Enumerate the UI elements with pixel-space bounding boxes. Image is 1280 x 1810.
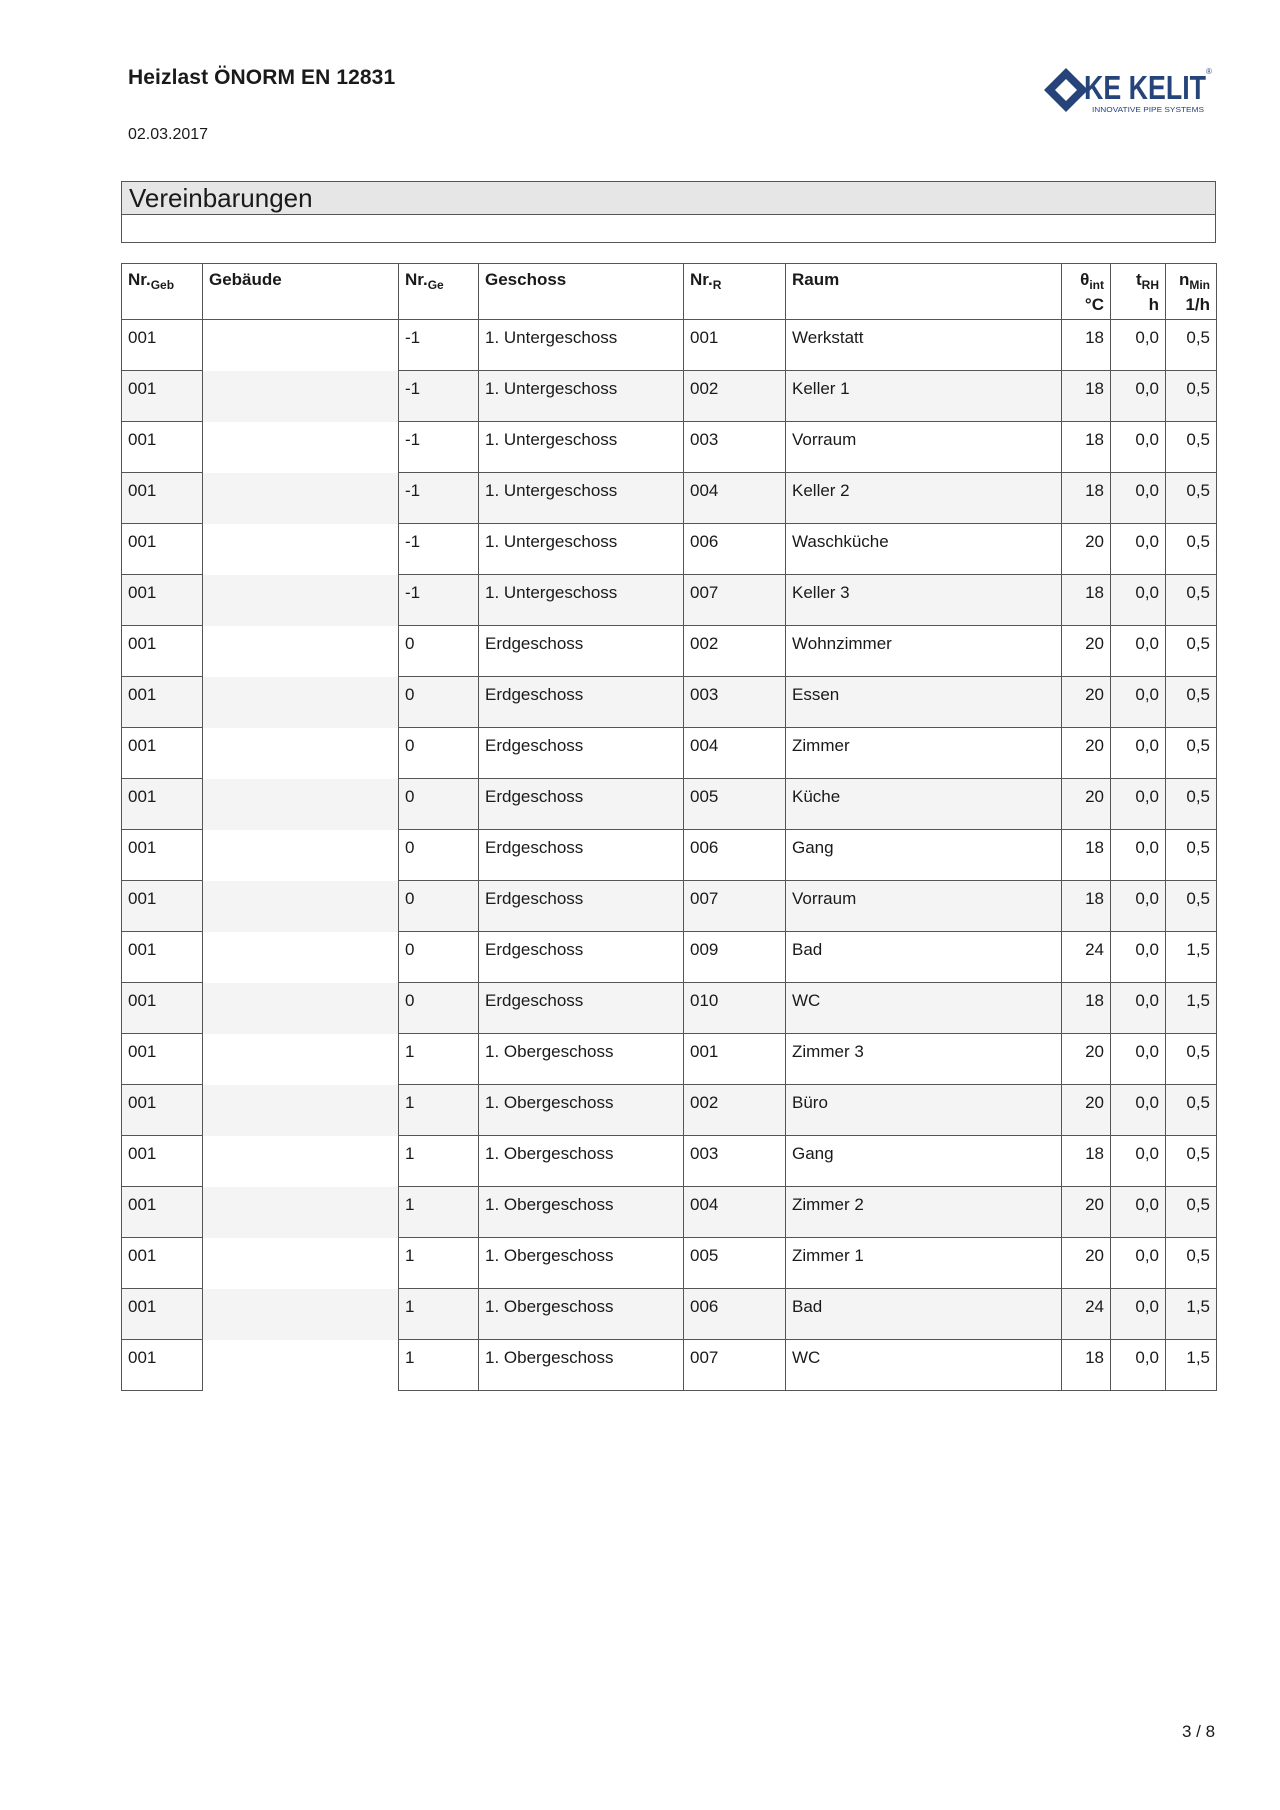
cell-nr-raum: 004 — [684, 728, 786, 779]
cell-n-min: 0,5 — [1166, 626, 1217, 677]
cell-gebaeude — [203, 524, 399, 575]
cell-nr-raum: 007 — [684, 1340, 786, 1391]
cell-nr-geb: 001 — [122, 881, 203, 932]
cell-nr-geb: 001 — [122, 626, 203, 677]
cell-t-rh: 0,0 — [1111, 1289, 1166, 1340]
cell-theta-int: 20 — [1062, 677, 1111, 728]
cell-geschoss: 1. Untergeschoss — [479, 371, 684, 422]
cell-n-min: 0,5 — [1166, 371, 1217, 422]
table-row — [122, 626, 1217, 677]
cell-nr-raum: 002 — [684, 1085, 786, 1136]
cell-theta-int: 20 — [1062, 1034, 1111, 1085]
cell-nr-ge: 1 — [399, 1034, 479, 1085]
cell-gebaeude — [203, 1085, 399, 1136]
cell-nr-geb: 001 — [122, 1289, 203, 1340]
cell-nr-ge: -1 — [399, 422, 479, 473]
cell-t-rh: 0,0 — [1111, 728, 1166, 779]
cell-t-rh: 0,0 — [1111, 524, 1166, 575]
cell-n-min: 0,5 — [1166, 422, 1217, 473]
cell-geschoss: Erdgeschoss — [479, 779, 684, 830]
cell-raum: Zimmer — [786, 728, 1062, 779]
cell-gebaeude — [203, 1238, 399, 1289]
cell-n-min: 0,5 — [1166, 575, 1217, 626]
cell-geschoss: Erdgeschoss — [479, 932, 684, 983]
cell-raum: Keller 3 — [786, 575, 1062, 626]
cell-nr-geb: 001 — [122, 524, 203, 575]
cell-geschoss: 1. Untergeschoss — [479, 524, 684, 575]
cell-raum: WC — [786, 1340, 1062, 1391]
cell-raum: Wohnzimmer — [786, 626, 1062, 677]
cell-n-min: 1,5 — [1166, 1340, 1217, 1391]
cell-nr-raum: 003 — [684, 677, 786, 728]
page-number: 3 / 8 — [1182, 1722, 1216, 1741]
cell-nr-ge: -1 — [399, 371, 479, 422]
cell-nr-raum: 006 — [684, 1289, 786, 1340]
cell-geschoss: Erdgeschoss — [479, 983, 684, 1034]
cell-geschoss: Erdgeschoss — [479, 728, 684, 779]
table-row — [122, 1289, 1217, 1340]
cell-theta-int: 20 — [1062, 626, 1111, 677]
cell-nr-ge: 0 — [399, 728, 479, 779]
cell-raum: WC — [786, 983, 1062, 1034]
cell-nr-raum: 001 — [684, 1034, 786, 1085]
col-header-theta-int: $\theta_{int}$ °C — [1062, 264, 1111, 320]
cell-raum: Küche — [786, 779, 1062, 830]
table-row — [122, 473, 1217, 524]
cell-nr-raum: 007 — [684, 575, 786, 626]
cell-nr-raum: 002 — [684, 626, 786, 677]
cell-nr-ge: 1 — [399, 1340, 479, 1391]
cell-geschoss: 1. Obergeschoss — [479, 1034, 684, 1085]
cell-nr-geb: 001 — [122, 1187, 203, 1238]
cell-geschoss: 1. Untergeschoss — [479, 320, 684, 371]
cell-gebaeude — [203, 371, 399, 422]
cell-geschoss: 1. Obergeschoss — [479, 1085, 684, 1136]
table-row — [122, 1238, 1217, 1289]
cell-n-min: 0,5 — [1166, 779, 1217, 830]
cell-n-min: 0,5 — [1166, 677, 1217, 728]
cell-raum: Bad — [786, 1289, 1062, 1340]
cell-theta-int: 18 — [1062, 575, 1111, 626]
col-header-n-min: $n_{Min}$ 1/h — [1166, 264, 1217, 320]
cell-geschoss: 1. Obergeschoss — [479, 1340, 684, 1391]
cell-raum: Essen — [786, 677, 1062, 728]
cell-nr-ge: 0 — [399, 881, 479, 932]
cell-raum: Zimmer 3 — [786, 1034, 1062, 1085]
cell-nr-geb: 001 — [122, 1034, 203, 1085]
cell-gebaeude — [203, 320, 399, 371]
cell-nr-geb: 001 — [122, 728, 203, 779]
cell-nr-raum: 001 — [684, 320, 786, 371]
cell-nr-raum: 005 — [684, 779, 786, 830]
cell-raum: Gang — [786, 1136, 1062, 1187]
cell-gebaeude — [203, 779, 399, 830]
cell-nr-geb: 001 — [122, 779, 203, 830]
cell-raum: Werkstatt — [786, 320, 1062, 371]
cell-gebaeude — [203, 932, 399, 983]
cell-raum: Vorraum — [786, 422, 1062, 473]
cell-t-rh: 0,0 — [1111, 1187, 1166, 1238]
cell-geschoss: 1. Obergeschoss — [479, 1187, 684, 1238]
cell-n-min: 0,5 — [1166, 1085, 1217, 1136]
cell-n-min: 1,5 — [1166, 932, 1217, 983]
cell-theta-int: 18 — [1062, 1340, 1111, 1391]
cell-raum: Waschküche — [786, 524, 1062, 575]
cell-raum: Vorraum — [786, 881, 1062, 932]
cell-gebaeude — [203, 1187, 399, 1238]
col-header-nr-geb: $Nr._{Geb}$ — [122, 264, 203, 320]
cell-gebaeude — [203, 626, 399, 677]
cell-gebaeude — [203, 422, 399, 473]
cell-n-min: 0,5 — [1166, 1238, 1217, 1289]
cell-nr-geb: 001 — [122, 320, 203, 371]
cell-nr-ge: 0 — [399, 830, 479, 881]
cell-theta-int: 18 — [1062, 830, 1111, 881]
cell-raum: Zimmer 1 — [786, 1238, 1062, 1289]
cell-t-rh: 0,0 — [1111, 320, 1166, 371]
cell-theta-int: 18 — [1062, 371, 1111, 422]
cell-theta-int: 18 — [1062, 422, 1111, 473]
cell-nr-ge: -1 — [399, 320, 479, 371]
cell-raum: Keller 2 — [786, 473, 1062, 524]
table-row — [122, 1340, 1217, 1391]
cell-theta-int: 18 — [1062, 473, 1111, 524]
cell-raum: Keller 1 — [786, 371, 1062, 422]
cell-nr-ge: -1 — [399, 524, 479, 575]
kekelit-logo-graphic — [1040, 62, 1215, 118]
cell-gebaeude — [203, 1289, 399, 1340]
cell-n-min: 0,5 — [1166, 524, 1217, 575]
cell-raum: Gang — [786, 830, 1062, 881]
cell-theta-int: 20 — [1062, 1238, 1111, 1289]
cell-nr-geb: 001 — [122, 932, 203, 983]
cell-geschoss: 1. Untergeschoss — [479, 575, 684, 626]
cell-nr-geb: 001 — [122, 1085, 203, 1136]
col-header-nr-r: $Nr._R$ — [684, 264, 786, 320]
table-row — [122, 728, 1217, 779]
registered-mark: ® — [1206, 67, 1212, 76]
cell-nr-ge: 1 — [399, 1136, 479, 1187]
table-row — [122, 1085, 1217, 1136]
table-row — [122, 779, 1217, 830]
cell-geschoss: Erdgeschoss — [479, 677, 684, 728]
cell-nr-raum: 003 — [684, 422, 786, 473]
cell-n-min: 0,5 — [1166, 830, 1217, 881]
cell-nr-raum: 004 — [684, 1187, 786, 1238]
cell-t-rh: 0,0 — [1111, 1136, 1166, 1187]
table-header-row — [122, 264, 1217, 320]
cell-nr-geb: 001 — [122, 983, 203, 1034]
cell-nr-ge: -1 — [399, 473, 479, 524]
cell-nr-geb: 001 — [122, 1238, 203, 1289]
cell-nr-ge: 0 — [399, 626, 479, 677]
cell-theta-int: 18 — [1062, 881, 1111, 932]
cell-t-rh: 0,0 — [1111, 1085, 1166, 1136]
cell-geschoss: 1. Obergeschoss — [479, 1136, 684, 1187]
cell-n-min: 1,5 — [1166, 1289, 1217, 1340]
section-title: Vereinbarungen — [122, 182, 1215, 215]
cell-nr-ge: 0 — [399, 677, 479, 728]
table-row — [122, 881, 1217, 932]
cell-t-rh: 0,0 — [1111, 422, 1166, 473]
cell-nr-raum: 006 — [684, 830, 786, 881]
rooms-table — [121, 263, 1217, 1391]
cell-theta-int: 20 — [1062, 524, 1111, 575]
cell-n-min: 0,5 — [1166, 1034, 1217, 1085]
cell-raum: Büro — [786, 1085, 1062, 1136]
cell-nr-geb: 001 — [122, 371, 203, 422]
col-header-nr-ge: $Nr._{Ge}$ — [399, 264, 479, 320]
cell-n-min: 0,5 — [1166, 473, 1217, 524]
cell-gebaeude — [203, 728, 399, 779]
cell-theta-int: 20 — [1062, 779, 1111, 830]
cell-nr-ge: 1 — [399, 1289, 479, 1340]
kekelit-logo — [1040, 62, 1215, 118]
table-row — [122, 1136, 1217, 1187]
cell-theta-int: 18 — [1062, 320, 1111, 371]
cell-nr-ge: 0 — [399, 779, 479, 830]
cell-nr-ge: 1 — [399, 1085, 479, 1136]
cell-gebaeude — [203, 473, 399, 524]
cell-raum: Bad — [786, 932, 1062, 983]
cell-gebaeude — [203, 575, 399, 626]
cell-t-rh: 0,0 — [1111, 1340, 1166, 1391]
table-row — [122, 830, 1217, 881]
cell-geschoss: Erdgeschoss — [479, 881, 684, 932]
cell-nr-raum: 005 — [684, 1238, 786, 1289]
cell-theta-int: 20 — [1062, 728, 1111, 779]
cell-n-min: 0,5 — [1166, 881, 1217, 932]
cell-gebaeude — [203, 983, 399, 1034]
cell-gebaeude — [203, 830, 399, 881]
cell-nr-geb: 001 — [122, 1340, 203, 1391]
cell-nr-raum: 003 — [684, 1136, 786, 1187]
cell-theta-int: 20 — [1062, 1085, 1111, 1136]
table-row — [122, 575, 1217, 626]
col-header-t-rh: $t_{RH}$ h — [1111, 264, 1166, 320]
cell-nr-raum: 006 — [684, 524, 786, 575]
cell-theta-int: 18 — [1062, 1136, 1111, 1187]
cell-t-rh: 0,0 — [1111, 779, 1166, 830]
cell-t-rh: 0,0 — [1111, 575, 1166, 626]
cell-gebaeude — [203, 1340, 399, 1391]
cell-t-rh: 0,0 — [1111, 983, 1166, 1034]
table-row — [122, 371, 1217, 422]
logo-wordmark: KE KELIT — [1084, 69, 1206, 106]
cell-n-min: 1,5 — [1166, 983, 1217, 1034]
cell-geschoss: Erdgeschoss — [479, 626, 684, 677]
cell-raum: Zimmer 2 — [786, 1187, 1062, 1238]
table-row — [122, 1187, 1217, 1238]
col-header-gebaeude: Gebäude — [203, 264, 399, 320]
cell-nr-ge: -1 — [399, 575, 479, 626]
cell-t-rh: 0,0 — [1111, 1238, 1166, 1289]
cell-nr-ge: 1 — [399, 1187, 479, 1238]
document-date: 02.03.2017 — [128, 126, 209, 143]
cell-t-rh: 0,0 — [1111, 932, 1166, 983]
cell-geschoss: 1. Obergeschoss — [479, 1238, 684, 1289]
cell-nr-raum: 007 — [684, 881, 786, 932]
cell-n-min: 0,5 — [1166, 1187, 1217, 1238]
cell-t-rh: 0,0 — [1111, 1034, 1166, 1085]
cell-geschoss: 1. Obergeschoss — [479, 1289, 684, 1340]
cell-gebaeude — [203, 1136, 399, 1187]
cell-theta-int: 24 — [1062, 1289, 1111, 1340]
cell-nr-raum: 010 — [684, 983, 786, 1034]
cell-nr-ge: 0 — [399, 983, 479, 1034]
cell-nr-raum: 002 — [684, 371, 786, 422]
cell-t-rh: 0,0 — [1111, 626, 1166, 677]
document-title: Heizlast ÖNORM EN 12831 — [128, 66, 396, 89]
cell-theta-int: 24 — [1062, 932, 1111, 983]
table-row — [122, 677, 1217, 728]
cell-nr-geb: 001 — [122, 473, 203, 524]
cell-nr-geb: 001 — [122, 1136, 203, 1187]
cell-nr-geb: 001 — [122, 575, 203, 626]
cell-gebaeude — [203, 881, 399, 932]
section-vereinbarungen — [121, 181, 1216, 243]
cell-t-rh: 0,0 — [1111, 371, 1166, 422]
cell-gebaeude — [203, 677, 399, 728]
col-header-geschoss: Geschoss — [479, 264, 684, 320]
cell-nr-raum: 004 — [684, 473, 786, 524]
col-header-raum: Raum — [786, 264, 1062, 320]
cell-nr-geb: 001 — [122, 422, 203, 473]
cell-geschoss: 1. Untergeschoss — [479, 422, 684, 473]
table-row — [122, 983, 1217, 1034]
logo-tagline: INNOVATIVE PIPE SYSTEMS — [1092, 107, 1205, 114]
table-row — [122, 422, 1217, 473]
cell-theta-int: 20 — [1062, 1187, 1111, 1238]
cell-nr-raum: 009 — [684, 932, 786, 983]
cell-n-min: 0,5 — [1166, 1136, 1217, 1187]
cell-nr-ge: 1 — [399, 1238, 479, 1289]
cell-t-rh: 0,0 — [1111, 677, 1166, 728]
cell-t-rh: 0,0 — [1111, 473, 1166, 524]
cell-gebaeude — [203, 1034, 399, 1085]
cell-n-min: 0,5 — [1166, 320, 1217, 371]
table-row — [122, 320, 1217, 371]
cell-t-rh: 0,0 — [1111, 881, 1166, 932]
table-row — [122, 524, 1217, 575]
cell-t-rh: 0,0 — [1111, 830, 1166, 881]
cell-nr-ge: 0 — [399, 932, 479, 983]
cell-nr-geb: 001 — [122, 830, 203, 881]
cell-geschoss: 1. Untergeschoss — [479, 473, 684, 524]
table-row — [122, 932, 1217, 983]
cell-geschoss: Erdgeschoss — [479, 830, 684, 881]
cell-nr-geb: 001 — [122, 677, 203, 728]
table-row — [122, 1034, 1217, 1085]
cell-n-min: 0,5 — [1166, 728, 1217, 779]
cell-theta-int: 18 — [1062, 983, 1111, 1034]
